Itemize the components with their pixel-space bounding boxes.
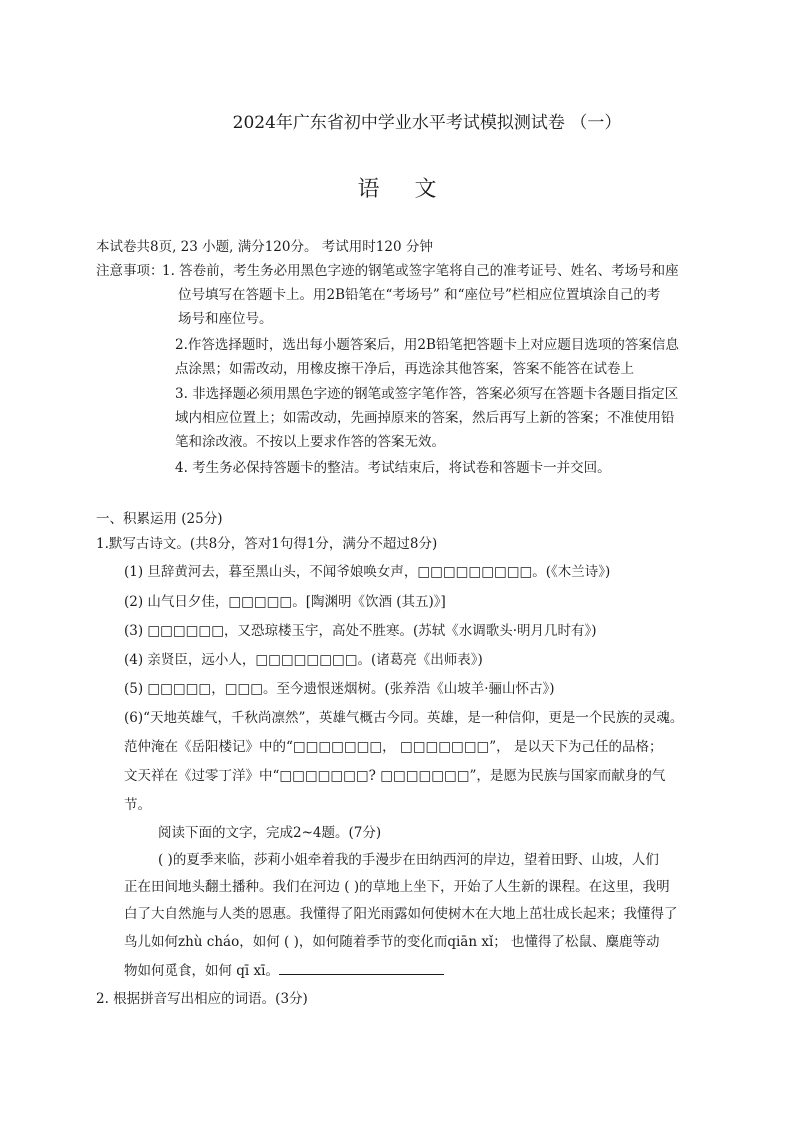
- note-1-line-2: 位号填写在答题卡上。用2B铅笔在“考场号” 和“座位号”栏相应位置填涂自己的考: [178, 287, 661, 303]
- question-1-item: (3) □□□□□□，又恐琼楼玉宇，高处不胜寒。(苏轼《水调歌头·明月几时有》): [124, 623, 597, 639]
- note-2-line-1: 2.作答选择题时，选出每小题答案后，用2B铅笔把答题卡上对应题目选项的答案信息: [175, 337, 679, 353]
- notes-label: 注意事项：: [96, 263, 164, 279]
- exam-summary: 本试卷共8页, 23 小题, 满分120分。 考试用时120 分钟: [96, 239, 433, 255]
- note-4: 4. 考生务必保持答题卡的整洁。考试结束后，将试卷和答题卡一并交回。: [175, 460, 611, 476]
- exam-title: 2024年广东省初中学业水平考试模拟测试卷 （一）: [232, 113, 622, 133]
- question-1-6-line: (6)“天地英雄气，千秋尚凛然”，英雄气概古今同。英雄，是一种信仰，更是一个民族的灵魂。: [124, 710, 684, 726]
- question-1-item: (2) 山气日夕佳，□□□□□。[陶渊明《饮酒 (其五)》]: [124, 594, 446, 610]
- answer-blank[interactable]: [279, 962, 444, 975]
- question-1-6-line: 节。: [124, 797, 151, 813]
- subject-title: 语 文: [357, 177, 451, 202]
- reading-line: 鸟儿如何zhù cháo，如何 ( )，如何随着季节的变化而qiān xǐ； 也懂得了松鼠、麋鹿等动: [124, 934, 660, 950]
- question-1-title: 1.默写古诗文。(共8分，答对1句得1分，满分不超过8分): [96, 536, 438, 552]
- note-3-line-2: 域内相应位置上；如需改动，先画掉原来的答案，然后再写上新的答案；不准使用铅: [175, 410, 675, 426]
- question-1-item: (5) □□□□□，□□□。至今遗恨迷烟树。(张养浩《山坡羊·骊山怀古》): [124, 681, 555, 697]
- note-3-line-3: 笔和涂改液。不按以上要求作答的答案无效。: [175, 434, 445, 450]
- reading-line: ( )的夏季来临，莎莉小姐牵着我的手漫步在田纳西河的岸边，望着田野、山坡，人们: [158, 852, 659, 868]
- reading-last-line-text: 物如何觅食，如何 qī xī。: [124, 963, 279, 979]
- question-1-item: (1) 旦辞黄河去，暮至黑山头，不闻爷娘唤女声，□□□□□□□□□。(《木兰诗》): [124, 564, 611, 580]
- reading-line: 正在田间地头翻土播种。我们在河边 ( )的草地上坐下，开始了人生新的课程。在这里，我明: [124, 879, 670, 895]
- section-1-heading: 一、积累运用 (25分): [96, 511, 223, 527]
- note-1-line-1: 1. 答卷前，考生务必用黑色字迹的钢笔或签字笔将自己的准考证号、姓名、考场号和座: [162, 263, 679, 279]
- question-1-6-line: 范仲淹在《岳阳楼记》中的“□□□□□□□， □□□□□□□”， 是以天下为己任的品格；: [124, 739, 663, 755]
- question-2-title: 2. 根据拼音写出相应的词语。(3分): [96, 991, 308, 1007]
- note-2-line-2: 点涂黑；如需改动，用橡皮擦干净后，再选涂其他答案，答案不能答在试卷上: [175, 361, 634, 377]
- question-1-6-line: 文天祥在《过零丁洋》中“□□□□□□□? □□□□□□□”，是愿为民族与国家而献身的气: [124, 768, 666, 784]
- note-3-line-1: 3. 非选择题必须用黑色字迹的钢笔或签字笔作答，答案必须写在答题卡各题目指定区: [175, 386, 679, 402]
- reading-instruction: 阅读下面的文字，完成2~4题。(7分): [158, 825, 382, 841]
- reading-line: 白了大自然施与人类的恩惠。我懂得了阳光雨露如何使树木在大地上茁壮成长起来；我懂得了: [124, 906, 678, 922]
- reading-last-line: [124, 961, 444, 981]
- question-1-item: (4) 亲贤臣，远小人，□□□□□□□□。(诸葛亮《出师表》): [124, 652, 483, 668]
- note-1-line-3: 场号和座位号。: [178, 311, 273, 327]
